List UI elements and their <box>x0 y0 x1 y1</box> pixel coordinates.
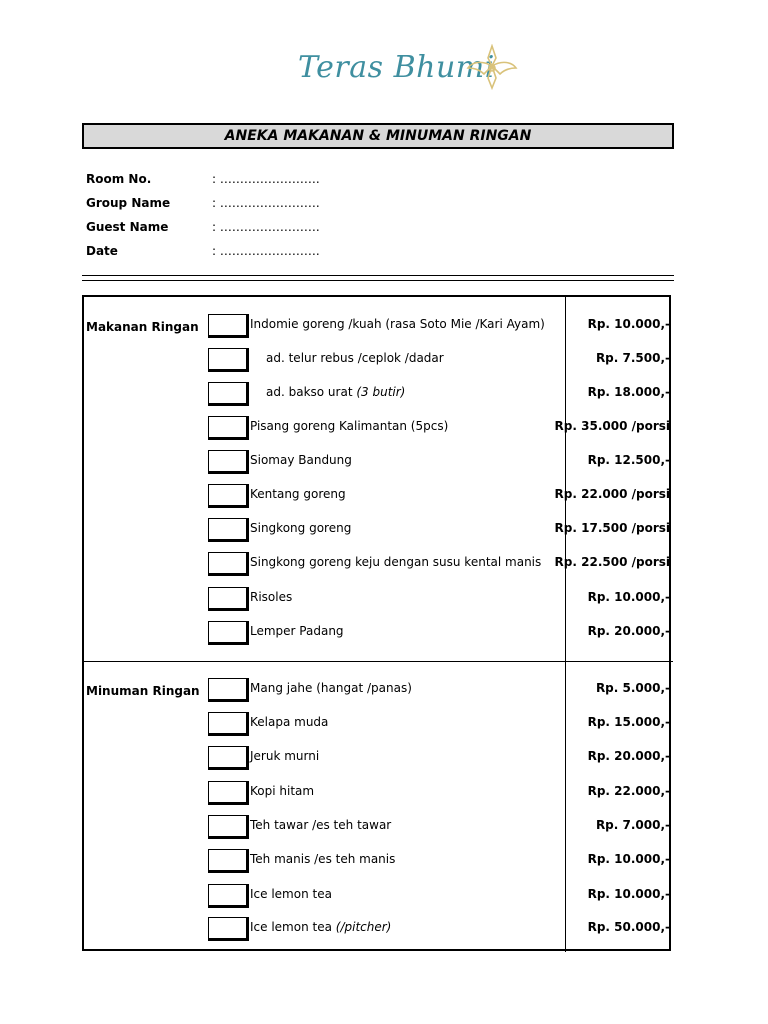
group-name-field[interactable]: : ……………………. <box>212 196 320 210</box>
item-price: Rp. 18.000,- <box>587 385 670 399</box>
menu-item <box>0 450 768 474</box>
item-name: ad. telur rebus /ceplok /dadar <box>266 351 444 365</box>
menu-item <box>0 587 768 611</box>
item-note: (3 butir) <box>356 385 406 399</box>
group-name-row <box>86 194 320 212</box>
menu-item <box>0 917 768 941</box>
item-name: Teh tawar /es teh tawar <box>250 818 392 832</box>
item-name: Kopi hitam <box>250 784 315 798</box>
date-field[interactable]: : ……………………. <box>212 244 320 258</box>
date-label: Date <box>86 244 118 258</box>
group-name-label: Group Name <box>86 196 171 210</box>
item-name: Lemper Padang <box>250 624 344 638</box>
order-checkbox[interactable] <box>208 678 249 702</box>
menu-item <box>0 621 768 645</box>
logo-text: Teras Bhumi <box>298 50 495 85</box>
section-label-drinks: Minuman Ringan <box>86 684 200 698</box>
order-checkbox[interactable] <box>208 746 249 770</box>
item-price: Rp. 50.000,- <box>587 920 670 934</box>
menu-item <box>0 849 768 873</box>
item-name: ad. bakso urat <box>266 385 353 399</box>
section-label-food: Makanan Ringan <box>86 320 199 334</box>
menu-item <box>0 484 768 508</box>
item-price: Rp. 17.500 /porsi <box>554 521 670 535</box>
order-checkbox[interactable] <box>208 382 249 406</box>
order-checkbox[interactable] <box>208 416 249 440</box>
divider <box>82 280 674 281</box>
order-checkbox[interactable] <box>208 518 249 542</box>
item-price: Rp. 10.000,- <box>587 887 670 901</box>
item-name: Pisang goreng Kalimantan (5pcs) <box>250 419 449 433</box>
order-checkbox[interactable] <box>208 884 249 908</box>
menu-item <box>0 416 768 440</box>
order-checkbox[interactable] <box>208 712 249 736</box>
item-price: Rp. 22.000 /porsi <box>554 487 670 501</box>
item-price: Rp. 20.000,- <box>587 624 670 638</box>
menu-item <box>0 815 768 839</box>
item-price: Rp. 10.000,- <box>587 590 670 604</box>
order-checkbox[interactable] <box>208 849 249 873</box>
item-name-wrap <box>250 919 391 935</box>
menu-item <box>0 781 768 805</box>
item-price: Rp. 10.000,- <box>587 317 670 331</box>
menu-item <box>0 348 768 372</box>
item-name: Ice lemon tea <box>250 920 332 934</box>
order-checkbox[interactable] <box>208 348 249 372</box>
item-price: Rp. 22.500 /porsi <box>554 555 670 569</box>
order-checkbox[interactable] <box>208 781 249 805</box>
item-price: Rp. 22.000,- <box>587 784 670 798</box>
item-price: Rp. 7.000,- <box>595 818 670 832</box>
section-divider <box>82 661 673 662</box>
item-name-wrap <box>266 384 405 400</box>
item-name: Singkong goreng <box>250 521 352 535</box>
item-name: Ice lemon tea <box>250 887 332 901</box>
menu-item <box>0 712 768 736</box>
order-checkbox[interactable] <box>208 450 249 474</box>
order-checkbox[interactable] <box>208 484 249 508</box>
logo <box>298 44 528 104</box>
item-price: Rp. 35.000 /porsi <box>554 419 670 433</box>
order-checkbox[interactable] <box>208 552 249 576</box>
item-name: Siomay Bandung <box>250 453 352 467</box>
item-price: Rp. 5.000,- <box>595 681 670 695</box>
item-price: Rp. 10.000,- <box>587 852 670 866</box>
guest-name-label: Guest Name <box>86 220 169 234</box>
item-name: Risoles <box>250 590 293 604</box>
room-no-row <box>86 170 320 188</box>
item-price: Rp. 20.000,- <box>587 749 670 763</box>
item-price: Rp. 15.000,- <box>587 715 670 729</box>
menu-item <box>0 678 768 702</box>
item-price: Rp. 7.500,- <box>595 351 670 365</box>
order-checkbox[interactable] <box>208 621 249 645</box>
menu-item <box>0 746 768 770</box>
item-note: (/pitcher) <box>335 920 392 934</box>
item-price: Rp. 12.500,- <box>587 453 670 467</box>
item-name: Indomie goreng /kuah (rasa Soto Mie /Kari Ayam) <box>250 317 545 331</box>
menu-item <box>0 314 768 338</box>
guest-name-field[interactable]: : ……………………. <box>212 220 320 234</box>
menu-item <box>0 518 768 542</box>
page-title: ANEKA MAKANAN & MINUMAN RINGAN <box>82 123 674 149</box>
item-name: Singkong goreng keju dengan susu kental manis <box>250 555 542 569</box>
item-name: Jeruk murni <box>250 749 320 763</box>
order-checkbox[interactable] <box>208 314 249 338</box>
item-name: Teh manis /es teh manis <box>250 852 396 866</box>
item-name: Kelapa muda <box>250 715 329 729</box>
order-checkbox[interactable] <box>208 815 249 839</box>
menu-item <box>0 884 768 908</box>
room-no-label: Room No. <box>86 172 152 186</box>
date-row <box>86 242 320 260</box>
order-checkbox[interactable] <box>208 587 249 611</box>
item-name: Kentang goreng <box>250 487 346 501</box>
menu-item <box>0 552 768 576</box>
menu-item <box>0 382 768 406</box>
item-name: Mang jahe (hangat /panas) <box>250 681 412 695</box>
ornament-icon <box>466 44 518 90</box>
divider <box>82 275 674 276</box>
room-no-field[interactable]: : ……………………. <box>212 172 320 186</box>
guest-name-row <box>86 218 320 236</box>
order-checkbox[interactable] <box>208 917 249 941</box>
